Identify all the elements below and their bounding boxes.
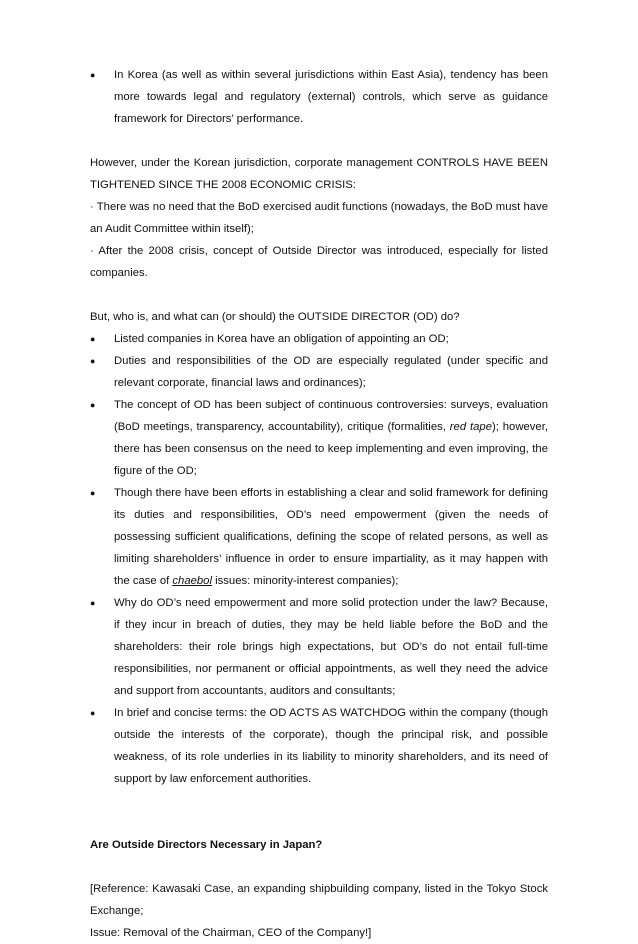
bullet-text: In Korea (as well as within several jurisdictions within East Asia), tendency has been more towards legal and regulatory (external) controls, which serve as guidance framework for Directors’ performance.: [114, 69, 548, 125]
emphasis-red-tape: red tape: [449, 421, 492, 433]
bullet-text: Duties and responsibilities of the OD are especially regulated (under specific and relevant corporate, financial laws and ordinances);: [114, 355, 548, 389]
od-bullet-list: [90, 328, 548, 790]
bullet-text: Why do OD’s need empowerment and more solid protection under the law? Because, if they incur in breach of duties, they may be held liable before the BoD and the shareholders: their role brings high expectations, but OD’s do not entail full-time responsibilities, nor permanent or official appointments, as well they need the advice and support from accountants, auditors and consultants;: [114, 597, 548, 697]
bullet-text: Listed companies in Korea have an obligation of appointing an OD;: [114, 333, 449, 345]
bullet-text: In brief and concise terms: the OD ACTS AS WATCHDOG within the company (though outside the interests of the corporate), though the principal risk, and possible weakness, of its role underlies in its liability to minority shareholders, and its need of support by law enforcement authorities.: [114, 707, 548, 785]
crisis-line-3: · After the 2008 crisis, concept of Outside Director was introduced, especially for listed companies.: [90, 245, 548, 279]
list-item: [90, 64, 548, 130]
list-item: [90, 702, 548, 790]
bullet-icon: ●: [90, 70, 96, 80]
bullet-text: issues: minority-interest companies);: [211, 575, 399, 587]
list-item: [90, 592, 548, 702]
bullet-text: Though there have been efforts in establishing a clear and solid framework for defining its duties and responsibilities, OD’s need empowerment (given the needs of possessing sufficient qualifications, defining the scope of related persons, as well as limiting shareholders’ influence in order to ensure impartiality, as it may happen with the case of: [114, 487, 548, 587]
bullet-text: The concept of OD has been subject of continuous controversies: surveys, evaluation (BoD meetings, transparency, accountability), critique (formalities,: [114, 399, 548, 433]
od-question: But, who is, and what can (or should) the OUTSIDE DIRECTOR (OD) do?: [90, 311, 460, 323]
reference-paragraph: [90, 878, 548, 944]
crisis-line-2: · There was no need that the BoD exercised audit functions (nowadays, the BoD must have an Audit Committee within itself);: [90, 201, 548, 235]
crisis-line-1: However, under the Korean jurisdiction, corporate management CONTROLS HAVE BEEN TIGHTENED SINCE THE 2008 ECONOMIC CRISIS:: [90, 157, 548, 191]
bullet-icon: ●: [90, 488, 96, 498]
list-item: [90, 394, 548, 482]
bullet-icon: ●: [90, 334, 96, 344]
document-body: [90, 64, 548, 944]
bullet-icon: ●: [90, 400, 96, 410]
bullet-text: ); however, there has been consensus on the need to keep implementing and even improving, the figure of the OD;: [114, 421, 548, 477]
emphasis-chaebol: chaebol: [172, 575, 212, 587]
reference-line-2: Issue: Removal of the Chairman, CEO of the Company!]: [90, 927, 372, 939]
reference-line-1: [Reference: Kawasaki Case, an expanding shipbuilding company, listed in the Tokyo Stock Exchange;: [90, 883, 548, 917]
list-item: [90, 482, 548, 592]
bullet-icon: ●: [90, 708, 96, 718]
section-heading-japan: Are Outside Directors Necessary in Japan?: [90, 839, 323, 851]
intro-bullet-list: [90, 64, 548, 130]
bullet-icon: ●: [90, 598, 96, 608]
crisis-paragraph: [90, 152, 548, 284]
list-item: [90, 350, 548, 394]
list-item: [90, 328, 548, 350]
bullet-icon: ●: [90, 356, 96, 366]
